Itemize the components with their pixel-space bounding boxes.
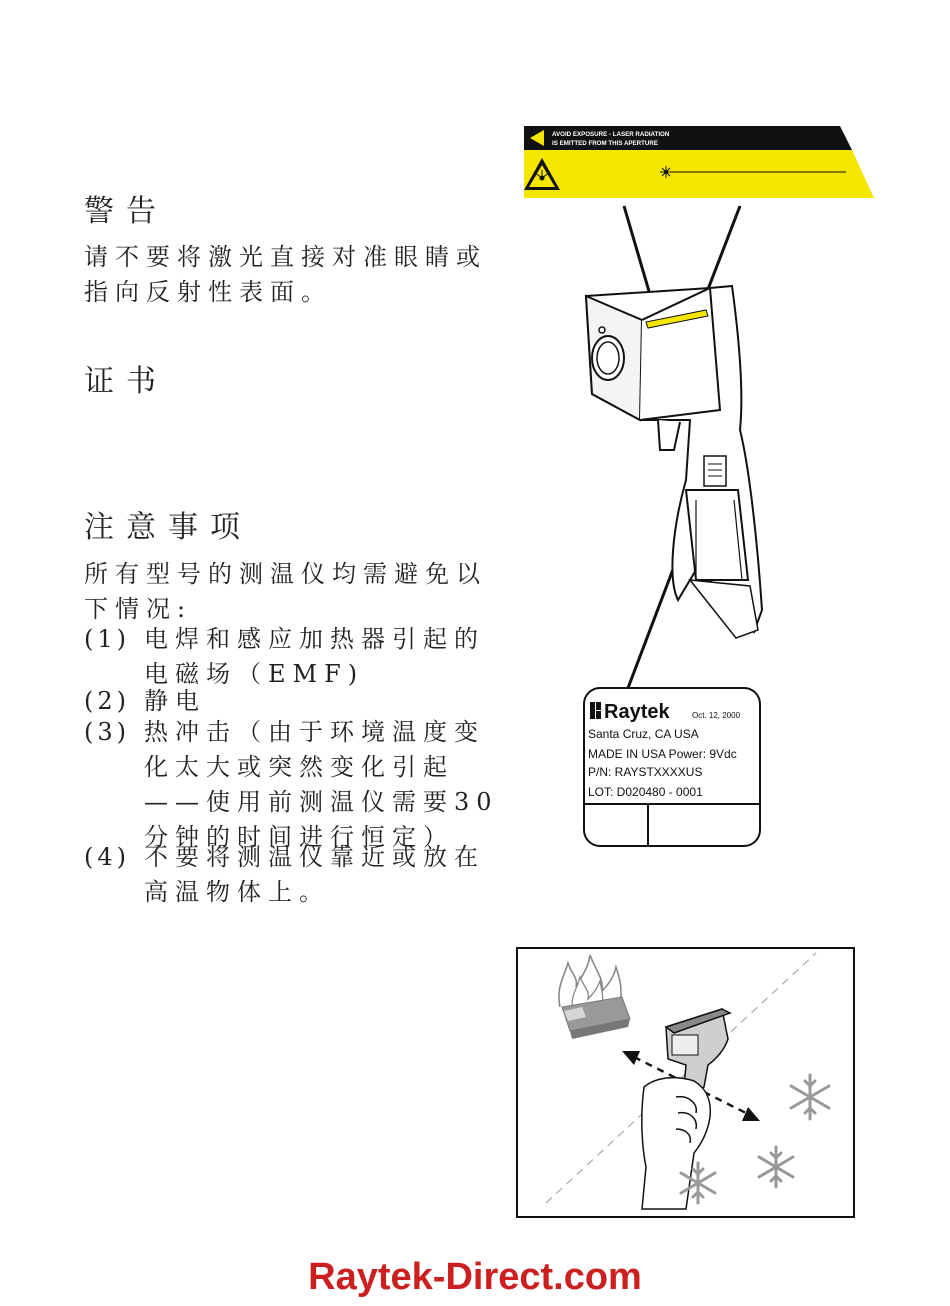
certificate-heading: 证书 [84, 364, 168, 399]
warning-text [84, 240, 487, 310]
caution-item-line: 分钟的时间进行恒定） [144, 823, 454, 851]
caution-item-line: 静电 [144, 687, 206, 715]
footer-website: Raytek-Direct.com [308, 1256, 642, 1298]
laser-label-line1: AVOID EXPOSURE - LASER RADIATION [552, 131, 670, 138]
warning-line: 请不要将激光直接对准眼睛或 [84, 243, 487, 271]
laser-warning-label [524, 126, 874, 198]
nameplate-line: Santa Cruz, CA USA [588, 727, 699, 741]
warning-line: 指向反射性表面。 [84, 278, 332, 306]
laser-label-line2: IS EMITTED FROM THIS APERTURE [552, 140, 658, 147]
caution-item-line: 电焊和感应加热器引起的 [144, 625, 485, 653]
nameplate-callout [584, 688, 760, 846]
nameplate-brand: Raytek [604, 701, 670, 723]
caution-item-line: 高温物体上。 [144, 878, 330, 906]
warning-heading: 警告 [84, 194, 168, 229]
caution-item-line: 化太大或突然变化引起 [144, 753, 454, 781]
nameplate-line: P/N: RAYSTXXXXUS [588, 765, 703, 779]
thermal-shock-illustration [516, 947, 856, 1219]
caution-item-2 [84, 684, 206, 719]
caution-item-marker: (3) [84, 718, 130, 746]
cautions-intro-line: 所有型号的测温仪均需避免以 [84, 560, 487, 588]
thermometer-illustration [500, 110, 900, 870]
nameplate-line: MADE IN USA Power: 9Vdc [588, 747, 737, 761]
caution-item-marker: (1) [84, 625, 130, 653]
cautions-heading: 注意事项 [84, 510, 252, 545]
handle-nameplate [704, 456, 726, 486]
caution-item-line: 不要将测温仪靠近或放在 [144, 843, 485, 871]
caution-item-line: 电磁场（EMF) [144, 660, 365, 688]
nameplate-line: LOT: D020480 - 0001 [588, 785, 703, 799]
laser-label-yellow-band [524, 150, 874, 198]
caution-item-4 [84, 840, 485, 910]
caution-item-1 [84, 622, 485, 692]
caution-item-marker: (2) [84, 687, 130, 715]
caution-item-line: 热冲击（由于环境温度变 [144, 718, 485, 746]
cautions-intro [84, 557, 487, 627]
thermometer-body [586, 286, 762, 638]
nameplate-date: Oct. 12, 2000 [692, 711, 741, 720]
caution-item-3 [84, 715, 499, 855]
caution-item-marker: (4) [84, 843, 130, 871]
cautions-intro-line: 下情况: [84, 595, 193, 623]
caution-item-line: ——使用前测温仪需要30 [144, 788, 499, 816]
